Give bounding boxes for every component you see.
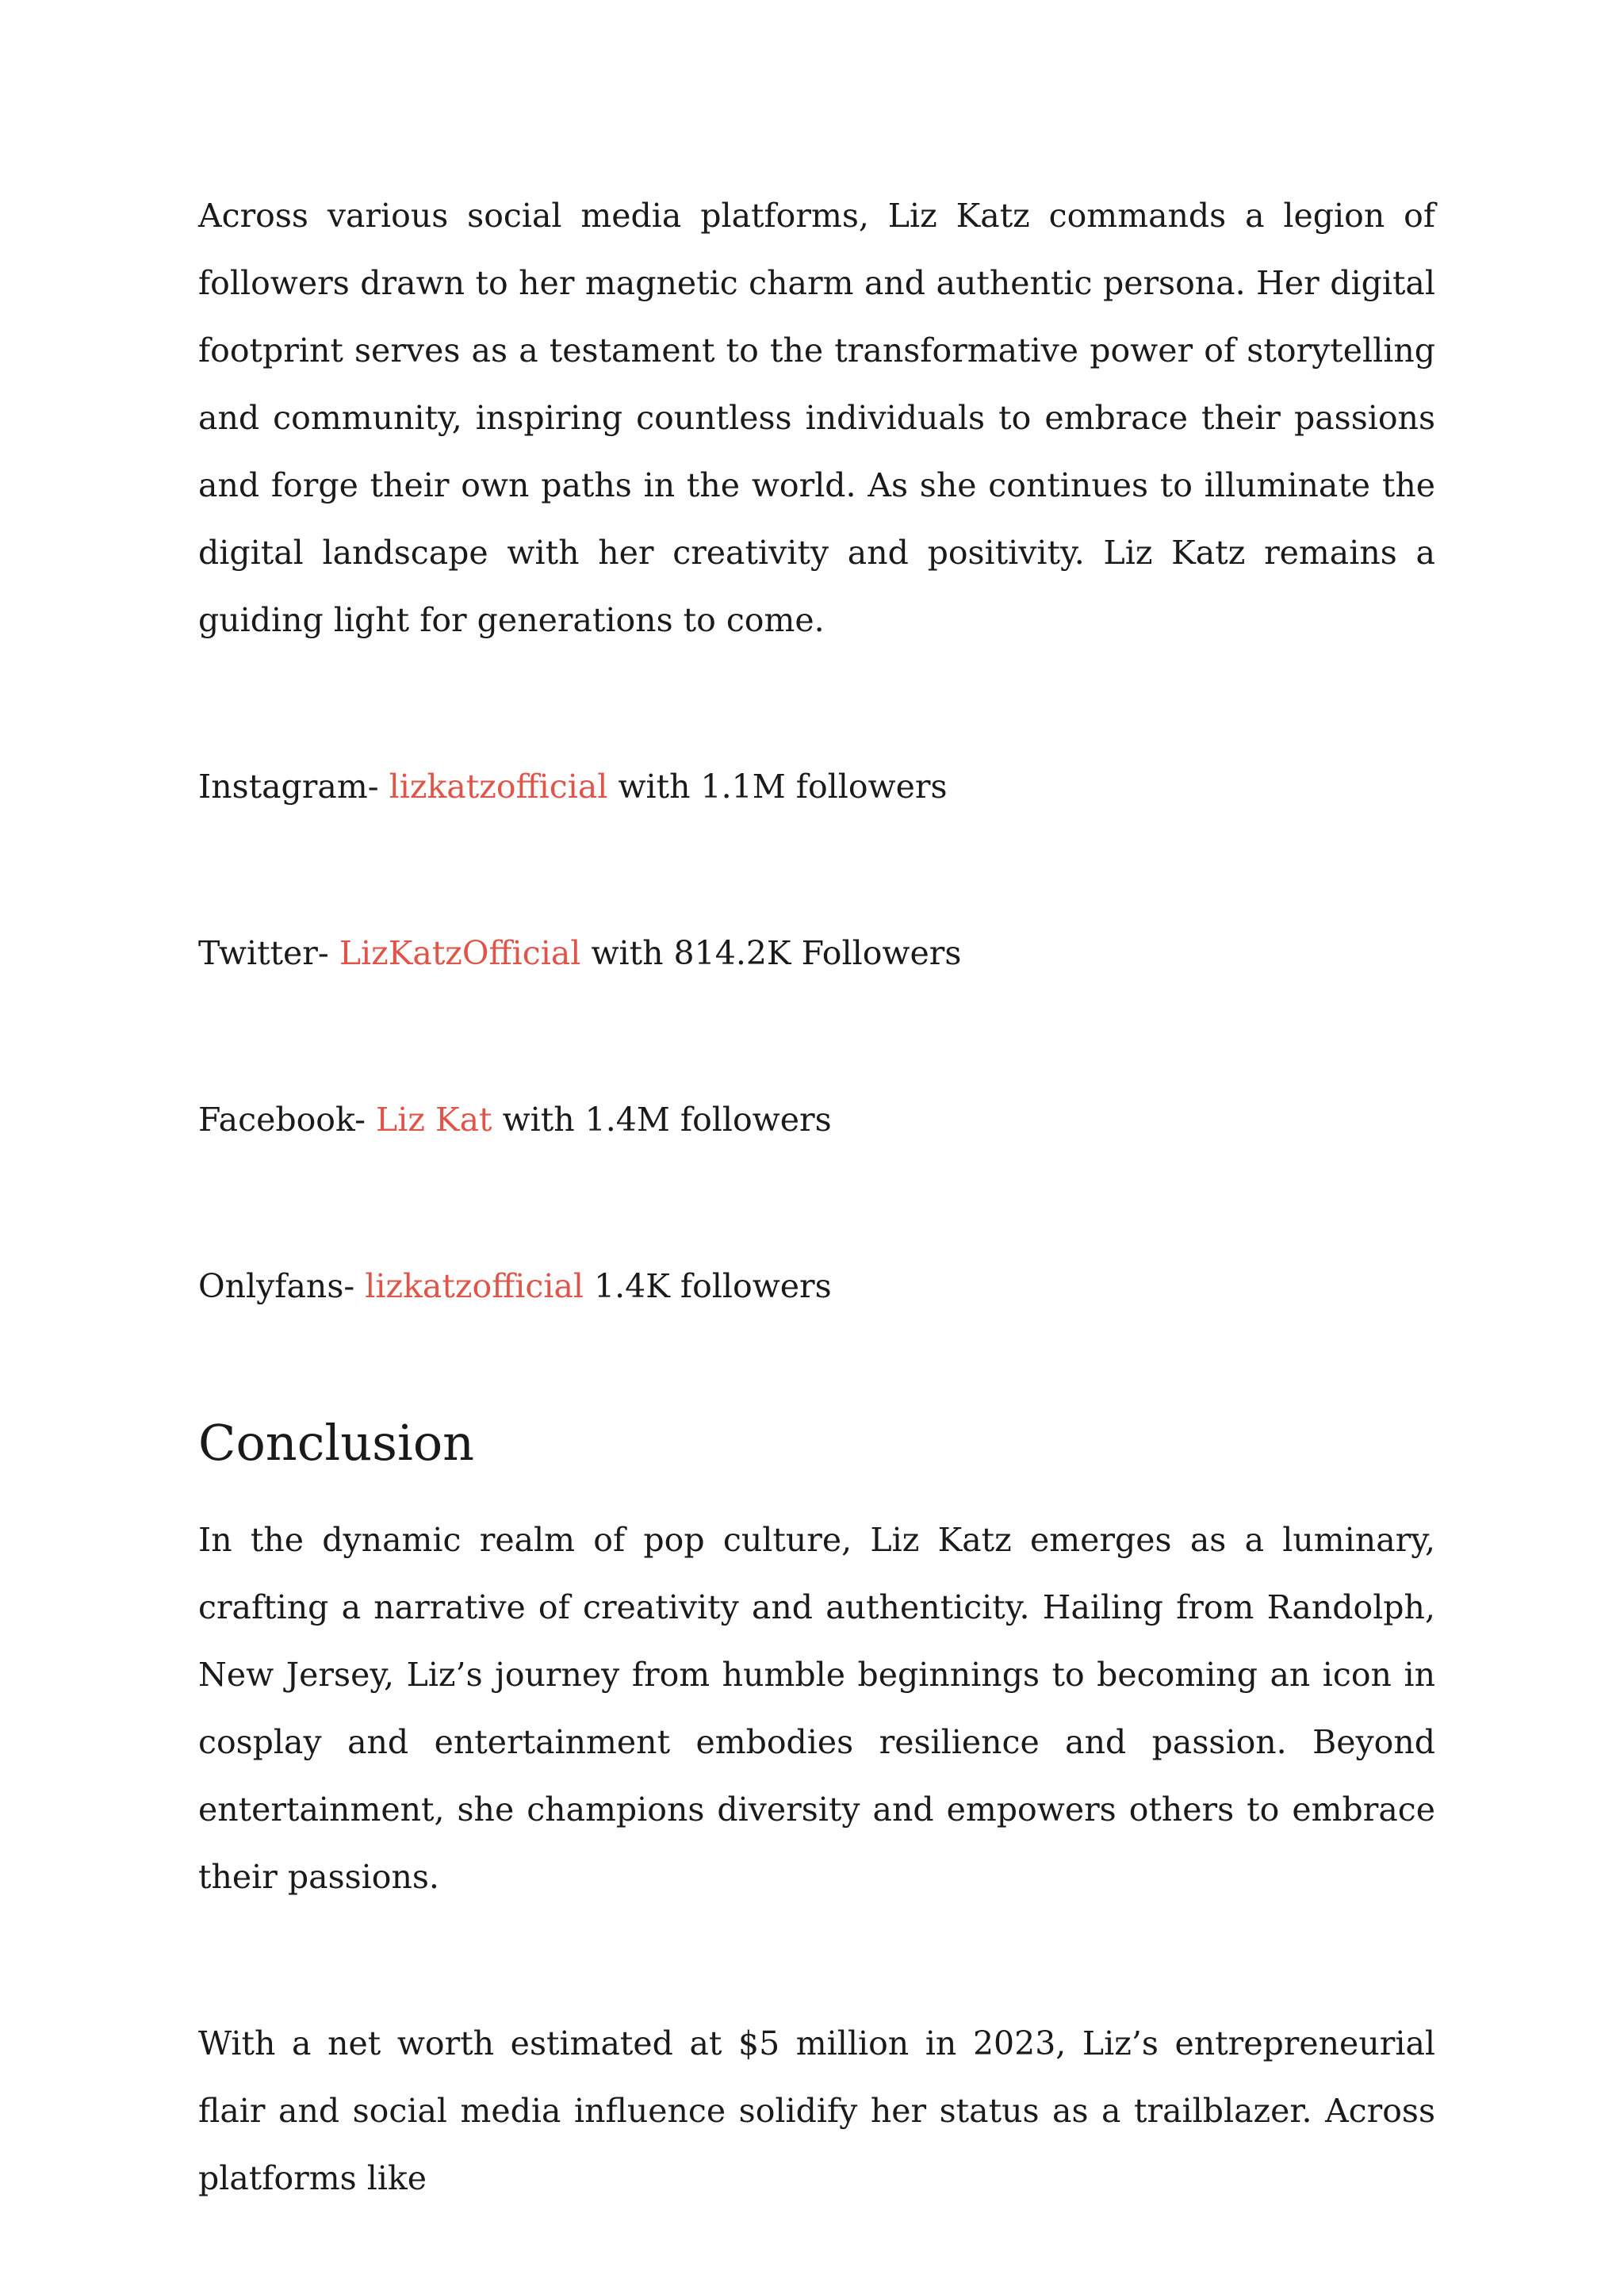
onlyfans-handle-link[interactable]: lizkatzofficial	[365, 1267, 584, 1305]
facebook-handle-link[interactable]: Liz Kat	[375, 1101, 492, 1139]
social-onlyfans	[198, 1253, 1435, 1320]
conclusion-paragraph-1: In the dynamic realm of pop culture, Liz Katz emerges as a luminary, crafting a narrative of creativity and authenticity. Hailing from Randolph, New Jersey, Liz’s journey from humble beginnings to becoming an icon in cosplay and entertainment embodies resilience and passion. Beyond entertainment, she champions diversity and empowers others to embrace their passions.	[198, 1521, 1435, 1896]
conclusion-heading: Conclusion	[198, 1414, 475, 1472]
social-followers: 1.4K followers	[594, 1267, 832, 1305]
conclusion-paragraph-2: With a net worth estimated at $5 million in 2023, Liz’s entrepreneurial flair and social media influence solidify her status as a trailblazer. Across platforms like	[198, 2024, 1435, 2197]
document-page	[198, 182, 1435, 2212]
social-facebook	[198, 1086, 1435, 1154]
social-platform: Twitter-	[198, 934, 329, 972]
instagram-handle-link[interactable]: lizkatzofficial	[389, 768, 608, 806]
social-platform: Onlyfans-	[198, 1267, 355, 1305]
social-followers: with 1.1M followers	[618, 768, 948, 806]
social-platform: Facebook-	[198, 1101, 366, 1139]
social-followers: with 1.4M followers	[502, 1101, 832, 1139]
social-instagram	[198, 753, 1435, 821]
twitter-handle-link[interactable]: LizKatzOfficial	[339, 934, 581, 972]
social-platform: Instagram-	[198, 768, 379, 806]
intro-paragraph: Across various social media platforms, Liz Katz commands a legion of followers drawn to her magnetic charm and authentic persona. Her digital footprint serves as a testament to the transformative power of storytelling and community, inspiring countless individuals to embrace their passions and forge their own paths in the world. As she continues to illuminate the digital landscape with her creativity and positivity. Liz Katz remains a guiding light for generations to come.	[198, 197, 1435, 639]
social-twitter	[198, 920, 1435, 987]
social-followers: with 814.2K Followers	[591, 934, 962, 972]
